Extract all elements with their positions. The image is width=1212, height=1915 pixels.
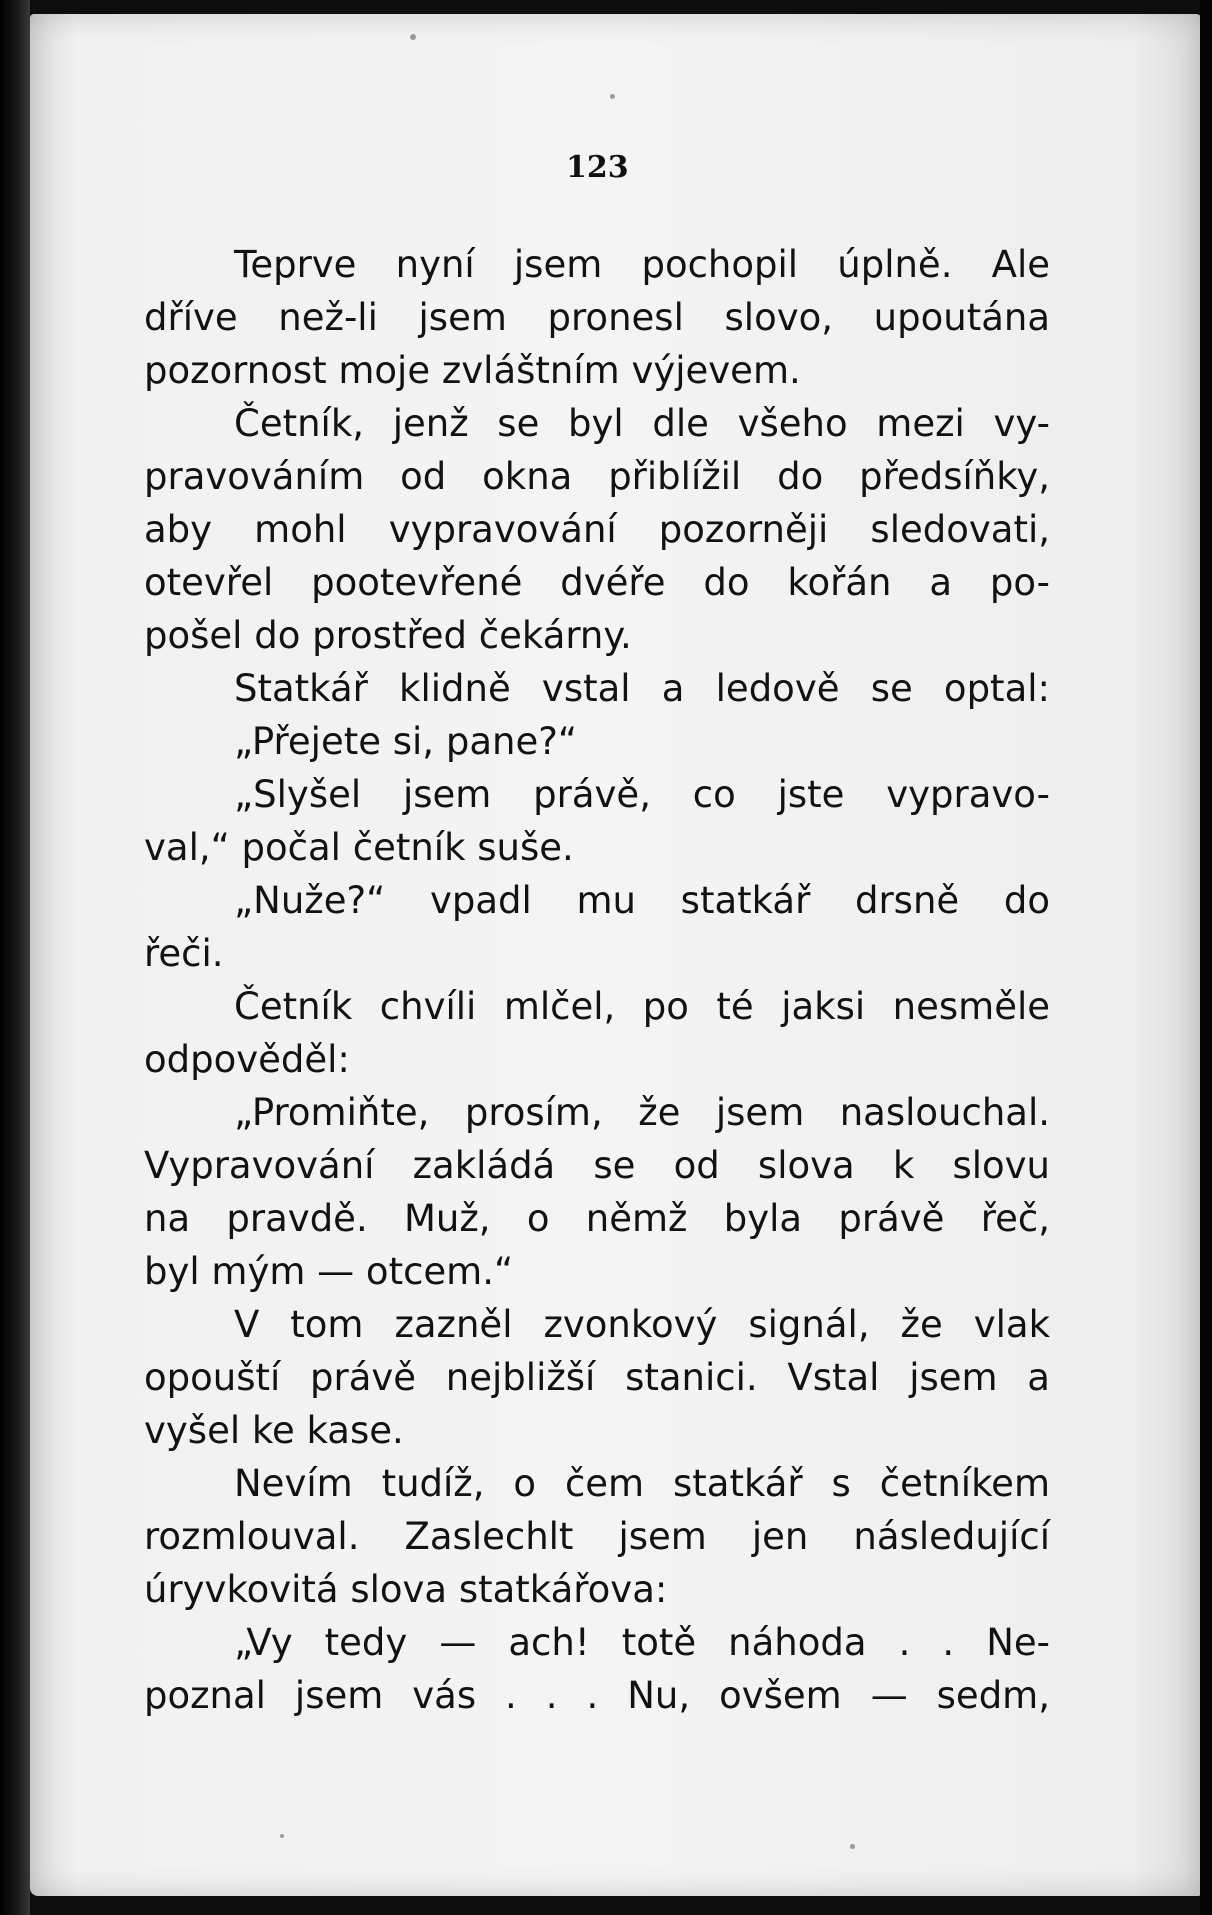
text-line: poznal jsem vás . . . Nu, ovšem — sedm, bbox=[144, 1674, 1050, 1717]
paper-speck bbox=[850, 1844, 855, 1849]
text-line: „Slyšel jsem právě, co jste vypravo- bbox=[234, 773, 1050, 816]
paper-speck bbox=[610, 94, 615, 99]
page-edge-shadow bbox=[1200, 0, 1212, 1915]
page-number: 123 bbox=[566, 150, 629, 185]
text-line: Četník, jenž se byl dle všeho mezi vy- bbox=[234, 402, 1050, 445]
text-line: „Nuže?“ vpadl mu statkář drsně do bbox=[234, 879, 1050, 922]
text-line: opouští právě nejbližší stanici. Vstal jsem a bbox=[144, 1356, 1050, 1399]
text-line: Nevím tudíž, o čem statkář s četníkem bbox=[234, 1462, 1050, 1505]
text-line: úryvkovitá slova statkářova: bbox=[144, 1568, 668, 1611]
book-spine-shadow bbox=[0, 0, 30, 1915]
text-line: pozornost moje zvláštním výjevem. bbox=[144, 349, 801, 392]
text-line: dříve než-li jsem pronesl slovo, upoutána bbox=[144, 296, 1050, 339]
paper-speck bbox=[280, 1834, 284, 1838]
text-line: V tom zazněl zvonkový signál, že vlak bbox=[234, 1303, 1050, 1346]
text-line: rozmlouval. Zaslechlt jsem jen následující bbox=[144, 1515, 1050, 1558]
text-line: Statkář klidně vstal a ledově se optal: bbox=[234, 667, 1050, 710]
body-text bbox=[144, 238, 1050, 1722]
text-line: vyšel ke kase. bbox=[144, 1409, 404, 1452]
text-line: val,“ počal četník suše. bbox=[144, 826, 574, 869]
text-line: aby mohl vypravování pozorněji sledovati, bbox=[144, 508, 1050, 551]
text-line: pravováním od okna přiblížil do předsíňky, bbox=[144, 455, 1050, 498]
text-line: „Promiňte, prosím, že jsem naslouchal. bbox=[234, 1091, 1050, 1134]
text-line: pošel do prostřed čekárny. bbox=[144, 614, 632, 657]
text-line: Vypravování zakládá se od slova k slovu bbox=[144, 1144, 1050, 1187]
text-line: „Přejete si, pane?“ bbox=[234, 720, 578, 763]
text-line: odpověděl: bbox=[144, 1038, 350, 1081]
text-line: „Vy tedy — ach! totě náhoda . . Ne- bbox=[234, 1621, 1050, 1664]
text-line: na pravdě. Muž, o němž byla právě řeč, bbox=[144, 1197, 1050, 1240]
text-line: Teprve nyní jsem pochopil úplně. Ale bbox=[234, 243, 1050, 286]
text-line: byl mým — otcem.“ bbox=[144, 1250, 514, 1293]
text-line: Četník chvíli mlčel, po té jaksi nesměle bbox=[234, 985, 1050, 1028]
text-line: otevřel pootevřené dvéře do kořán a po- bbox=[144, 561, 1050, 604]
paper-speck bbox=[410, 34, 416, 40]
text-line: řeči. bbox=[144, 932, 224, 975]
